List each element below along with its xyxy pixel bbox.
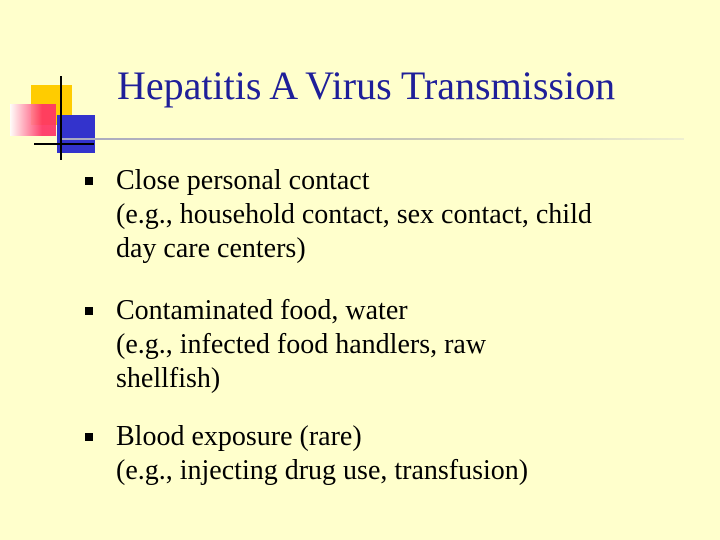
square-bullet-icon xyxy=(85,433,93,441)
bullet-line: shellfish) xyxy=(116,363,221,394)
horizontal-line-shape xyxy=(34,143,94,145)
bullet-line: Contaminated food, water xyxy=(116,295,408,326)
bullet-line: Blood exposure (rare) xyxy=(116,421,362,452)
red-square-shape xyxy=(10,104,56,136)
bullet-line: Close personal contact xyxy=(116,165,370,196)
title-underline xyxy=(62,138,684,140)
bullet-line: (e.g., infected food handlers, raw xyxy=(116,329,487,360)
bullet-text xyxy=(116,294,686,396)
blue-square-shape xyxy=(57,115,95,153)
colored-squares-logo-icon xyxy=(0,0,110,170)
square-bullet-icon xyxy=(85,177,93,185)
bullet-text xyxy=(116,164,686,266)
bullet-text xyxy=(116,420,686,488)
vertical-line-shape xyxy=(60,76,62,160)
bullet-line: (e.g., injecting drug use, transfusion) xyxy=(116,455,529,486)
bullet-line: day care centers) xyxy=(116,233,306,264)
bullet-line: (e.g., household contact, sex contact, child xyxy=(116,199,592,230)
square-bullet-icon xyxy=(85,307,93,315)
slide-title: Hepatitis A Virus Transmission xyxy=(117,63,616,108)
